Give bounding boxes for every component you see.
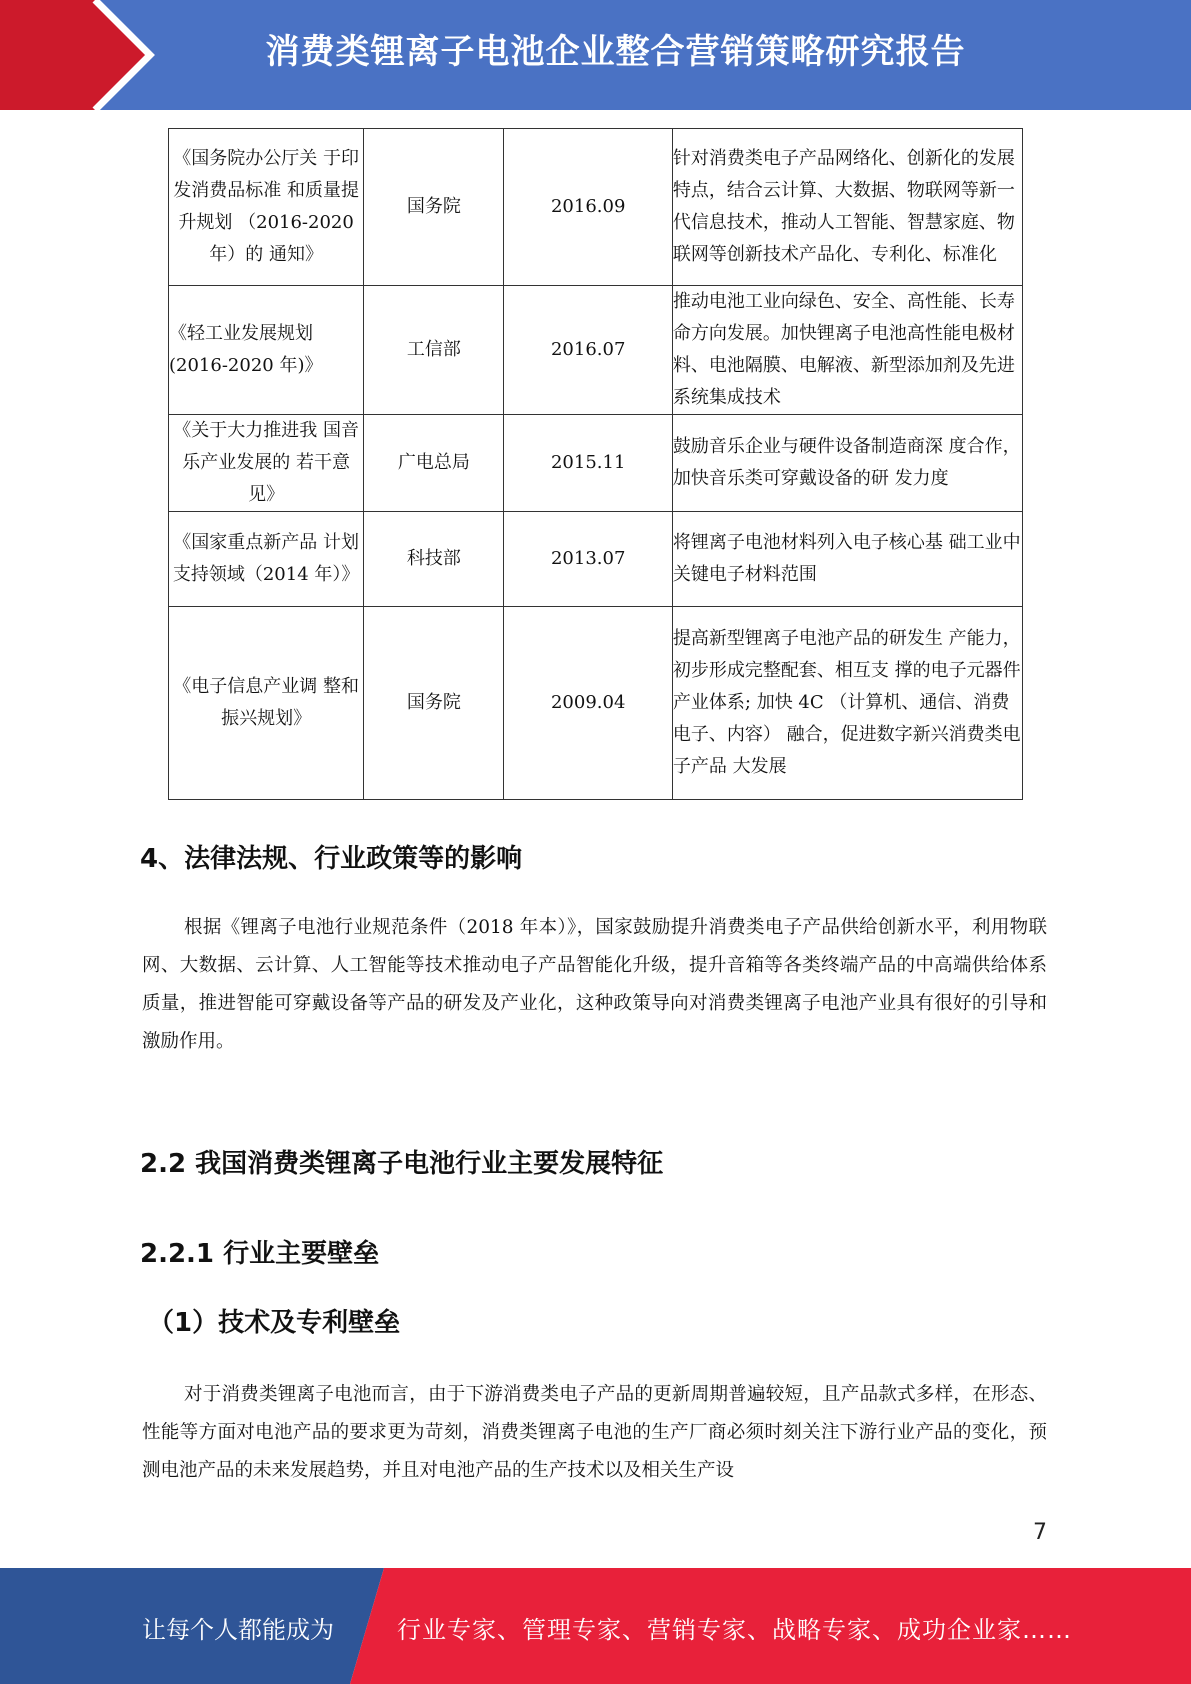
- section-2-2-heading: 2.2 我国消费类锂离子电池行业主要发展特征: [140, 1149, 664, 1179]
- policy-date-cell: 2013.07: [504, 512, 672, 607]
- subsection-1-paragraph: 对于消费类锂离子电池而言，由于下游消费类电子产品的更新周期普遍较短，且产品款式多样，在形态、性能等方面对电池产品的要求更为苛刻，消费类锂离子电池的生产厂商必须时刻关注下游行业产品的变化，预测电池产品的未来发展趋势，并且对电池产品的生产技术以及相关生产设: [142, 1384, 1047, 1481]
- policy-desc-cell: 提高新型锂离子电池产品的研发生 产能力，初步形成完整配套、相互支 撑的电子元器件产业体系; 加快 4C （计算机、通信、消费电子、内容） 融合，促进数字新兴消费类电子产品 大发展: [672, 607, 1022, 800]
- policy-name-cell: 《轻工业发展规划(2016-2020 年)》: [169, 286, 364, 415]
- table-row: [169, 415, 1023, 512]
- policy-org-cell: 广电总局: [364, 415, 504, 512]
- report-title: 消费类锂离子电池企业整合营销策略研究报告: [265, 32, 966, 72]
- policy-org-cell: 国务院: [364, 607, 504, 800]
- policy-org-cell: 国务院: [364, 129, 504, 286]
- policy-org-cell: 工信部: [364, 286, 504, 415]
- policy-org-cell: 科技部: [364, 512, 504, 607]
- table-row: [169, 286, 1023, 415]
- table-row: [169, 607, 1023, 800]
- footer-slogan-left: 让每个人都能成为: [142, 1616, 334, 1644]
- policy-table: [168, 128, 1023, 800]
- policy-desc-cell: 鼓励音乐企业与硬件设备制造商深 度合作，加快音乐类可穿戴设备的研 发力度: [672, 415, 1022, 512]
- policy-date-cell: 2016.07: [504, 286, 672, 415]
- policy-desc-cell: 将锂离子电池材料列入电子核心基 础工业中关键电子材料范围: [672, 512, 1022, 607]
- table-row: [169, 512, 1023, 607]
- page-number: 7: [1033, 1520, 1047, 1545]
- policy-name-cell: 《电子信息产业调 整和振兴规划》: [169, 607, 364, 800]
- page-footer: [0, 1568, 1191, 1684]
- policy-date-cell: 2015.11: [504, 415, 672, 512]
- subsection-1-heading: （1）技术及专利壁垒: [148, 1308, 401, 1338]
- policy-name-cell: 《国家重点新产品 计划支持领域（2014 年）》: [169, 512, 364, 607]
- section-2-2-1-heading: 2.2.1 行业主要壁垒: [140, 1239, 380, 1269]
- policy-date-cell: 2009.04: [504, 607, 672, 800]
- section-4-paragraph: 根据《锂离子电池行业规范条件（2018 年本）》，国家鼓励提升消费类电子产品供给创新水平，利用物联网、大数据、云计算、人工智能等技术推动电子产品智能化升级，提升音箱等各类终端产品的中高端供给体系质量，推进智能可穿戴设备等产品的研发及产业化，这种政策导向对消费类锂离子电池产业具有很好的引导和激励作用。: [142, 917, 1047, 1052]
- policy-desc-cell: 针对消费类电子产品网络化、创新化的发展特点，结合云计算、大数据、物联网等新一代信息技术，推动人工智能、智慧家庭、物联网等创新技术产品化、专利化、标准化: [672, 129, 1022, 286]
- page-header: [0, 0, 1191, 110]
- policy-name-cell: 《关于大力推进我 国音乐产业发展的 若干意见》: [169, 415, 364, 512]
- footer-slogan-right: 行业专家、管理专家、营销专家、战略专家、成功企业家……: [397, 1616, 1072, 1644]
- policy-date-cell: 2016.09: [504, 129, 672, 286]
- policy-name-cell: 《国务院办公厅关 于印发消费品标准 和质量提升规划 （2016-2020 年）的 通知》: [169, 129, 364, 286]
- table-row: [169, 129, 1023, 286]
- section-4-heading: 4、法律法规、行业政策等的影响: [140, 844, 523, 874]
- policy-desc-cell: 推动电池工业向绿色、安全、高性能、长寿命方向发展。加快锂离子电池高性能电极材料、电池隔膜、电解液、新型添加剂及先进系统集成技术: [672, 286, 1022, 415]
